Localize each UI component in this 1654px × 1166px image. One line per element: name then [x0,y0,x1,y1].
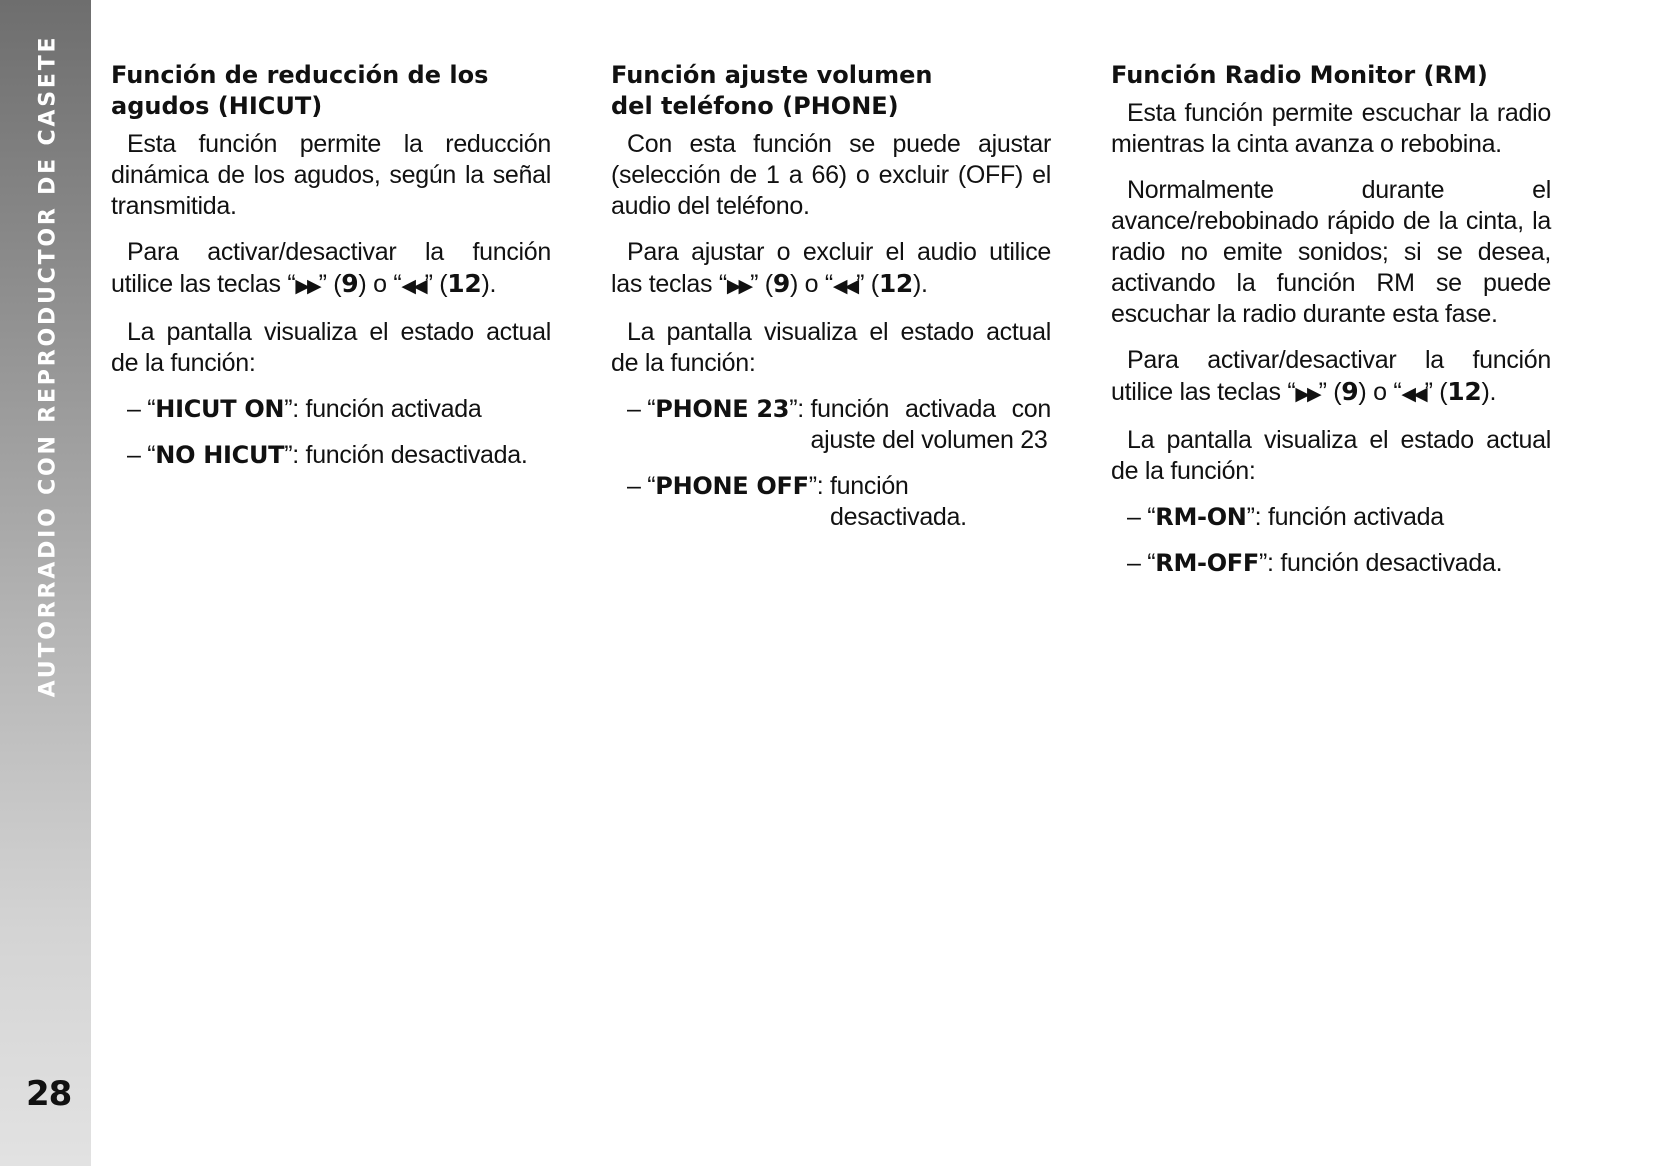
section-heading: Función Radio Monitor (RM) [1111,61,1488,89]
page-number: 28 [26,1074,72,1114]
key-number: 12 [447,269,482,298]
display-paragraph: La pantalla visualiza el estado actual de la función: [111,318,551,377]
rewind-icon: ◀◀ [1401,383,1425,405]
status-code: PHONE 23 [655,395,790,423]
status-code: HICUT ON [155,395,285,423]
intro-paragraph: Esta función permite escuchar la radio mientras la cinta avanza o rebobina. [1111,99,1551,158]
fast-forward-icon: ▶▶ [726,275,751,297]
key-number: 9 [772,269,790,298]
key-number: 12 [1447,377,1482,406]
key-number: 9 [341,269,359,298]
list-item: – “PHONE 23”: función activada con ajuste del volumen 23 [627,395,1051,454]
column-phone [611,60,1051,548]
display-paragraph: La pantalla visualiza el estado actual de la función: [1111,426,1551,485]
status-code: RM-ON [1155,503,1247,531]
fast-forward-icon: ▶▶ [295,275,319,297]
key-number: 9 [1341,377,1359,406]
list-item: – “PHONE OFF”: función desactivada. [627,472,967,531]
column-hicut [111,60,551,486]
list-item: – “RM-OFF”: función desactivada. [1127,549,1503,577]
list-item: – “NO HICUT”: función desactivada. [127,441,528,469]
rewind-icon: ◀◀ [401,275,425,297]
status-code: NO HICUT [155,441,285,469]
keys-paragraph: Para activar/desactivar la función utilice las teclas “▶▶” (9) o “◀◀” (12). [1111,346,1551,406]
keys-paragraph: Para ajustar o excluir el audio utilice las teclas “▶▶” (9) o “◀◀” (12). [611,238,1051,298]
status-code: PHONE OFF [655,472,809,500]
status-code: RM-OFF [1155,549,1259,577]
section-heading: Función ajuste volumen del teléfono (PHONE) [611,61,933,120]
column-radio-monitor [1111,60,1551,594]
rewind-icon: ◀◀ [832,275,857,297]
intro-paragraph: Esta función permite la reducción dinámica de los agudos, según la señal transmitida. [111,130,551,220]
display-paragraph: La pantalla visualiza el estado actual de la función: [611,318,1051,377]
keys-paragraph: Para activar/desactivar la función utilice las teclas “▶▶” (9) o “◀◀” (12). [111,238,551,298]
key-number: 12 [878,269,914,298]
section-title: AUTORRADIO CON REPRODUCTOR DE CASETE [35,34,61,698]
list-item: – “RM-ON”: función activada [1127,503,1444,531]
intro-paragraph: Con esta función se puede ajustar (selección de 1 a 66) o excluir (OFF) el audio del teléfono. [611,130,1051,220]
list-item: – “HICUT ON”: función activada [127,395,482,423]
detail-paragraph: Normalmente durante el avance/rebobinado rápido de la cinta, la radio no emite sonidos; si se desea, activando la función RM se puede escuchar la radio durante esta fase. [1111,176,1551,328]
sidebar-band [0,0,91,1166]
fast-forward-icon: ▶▶ [1295,383,1319,405]
section-heading: Función de reducción de los agudos (HICUT) [111,61,489,120]
